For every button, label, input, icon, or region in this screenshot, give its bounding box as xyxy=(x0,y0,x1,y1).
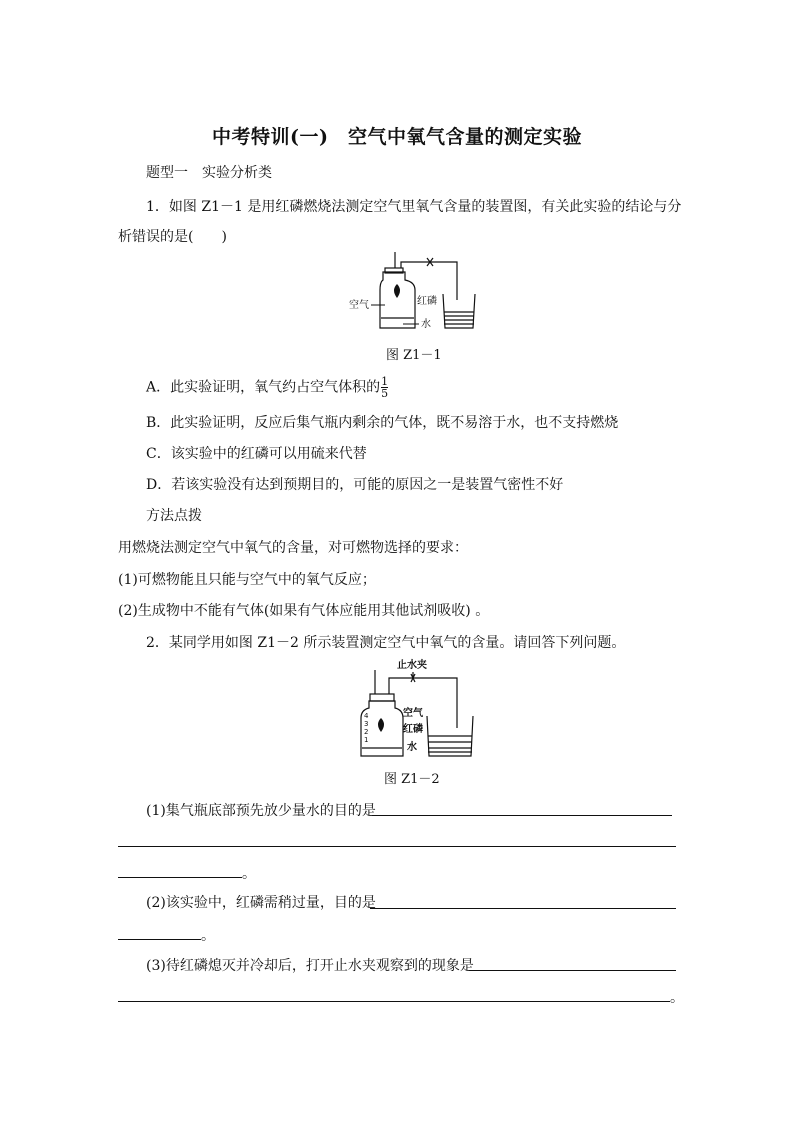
q1-stem-line1: 1．如图 Z1－1 是用红磷燃烧法测定空气里氧气含量的装置图，有关此实验的结论与分 xyxy=(146,199,682,215)
q2-sub1: (1)集气瓶底部预先放少量水的目的是 xyxy=(146,803,376,819)
tips-heading: 方法点拨 xyxy=(146,508,202,524)
connecting-tube xyxy=(389,678,457,728)
bottle-stopper xyxy=(370,694,394,701)
scale-mark: 3 xyxy=(364,720,369,728)
figure-z1-1-caption: 图 Z1－1 xyxy=(386,348,442,363)
page-title: 中考特训(一) 空气中氧气含量的测定实验 xyxy=(212,126,582,148)
answer-blank[interactable] xyxy=(118,877,242,878)
answer-blank[interactable] xyxy=(118,1001,670,1002)
label-clamp: 止水夹 xyxy=(397,660,427,671)
answer-blank[interactable] xyxy=(118,939,201,940)
label-water: 水 xyxy=(407,742,417,753)
label-air: 空气 xyxy=(349,300,369,311)
answer-blank[interactable] xyxy=(370,908,676,909)
tips-line3: (2)生成物中不能有气体(如果有气体应能用其他试剂吸收) 。 xyxy=(118,603,490,619)
scale-mark: 1 xyxy=(364,736,369,744)
q1-option-c: C．该实验中的红磷可以用硫来代替 xyxy=(146,446,367,462)
flame-icon xyxy=(378,718,384,732)
scale-mark: 4 xyxy=(364,712,369,720)
figure-z1-1-apparatus xyxy=(345,250,485,335)
q2-sub2: (2)该实验中，红磷需稍过量，目的是 xyxy=(146,895,376,911)
beaker xyxy=(443,294,475,328)
figure-z1-2-apparatus xyxy=(355,656,480,761)
q1-option-a: A．此实验证明，氧气约占空气体积的 $\frac{1}{5}$ xyxy=(146,375,389,400)
section-heading: 题型一 实验分析类 xyxy=(146,165,272,181)
label-water: 水 xyxy=(421,319,431,330)
q2-sub3: (3)待红磷熄灭并冷却后，打开止水夹观察到的现象是 xyxy=(146,958,474,974)
q1-option-b: B．此实验证明，反应后集气瓶内剩余的气体，既不易溶于水，也不支持燃烧 xyxy=(146,415,619,431)
figure-z1-2-caption: 图 Z1－2 xyxy=(384,772,440,787)
label-phosphorus: 红磷 xyxy=(417,296,437,307)
scale-mark: 2 xyxy=(364,728,369,736)
flame-icon xyxy=(394,284,400,298)
q1-option-d: D．若该实验没有达到预期目的，可能的原因之一是装置气密性不好 xyxy=(146,477,564,493)
q2-stem: 2．某同学用如图 Z1－2 所示装置测定空气中氧气的含量。请回答下列问题。 xyxy=(146,635,626,651)
tips-line1: 用燃烧法测定空气中氧气的含量，对可燃物选择的要求： xyxy=(118,540,468,556)
q2-sub2-end: 。 xyxy=(201,928,215,944)
fraction: $\frac{1}{5}$ xyxy=(381,375,389,400)
tips-line2: (1)可燃物能且只能与空气中的氧气反应； xyxy=(118,572,376,588)
answer-blank[interactable] xyxy=(372,815,672,816)
answer-blank[interactable] xyxy=(469,970,676,971)
q2-sub1-end: 。 xyxy=(242,866,256,882)
q2-sub3-end: 。 xyxy=(670,990,684,1006)
label-air: 空气 xyxy=(403,708,423,719)
q1-stem-line2: 析错误的是( ) xyxy=(118,229,227,245)
gas-bottle xyxy=(380,272,415,328)
label-phosphorus: 红磷 xyxy=(403,724,423,735)
answer-blank[interactable] xyxy=(118,846,676,847)
